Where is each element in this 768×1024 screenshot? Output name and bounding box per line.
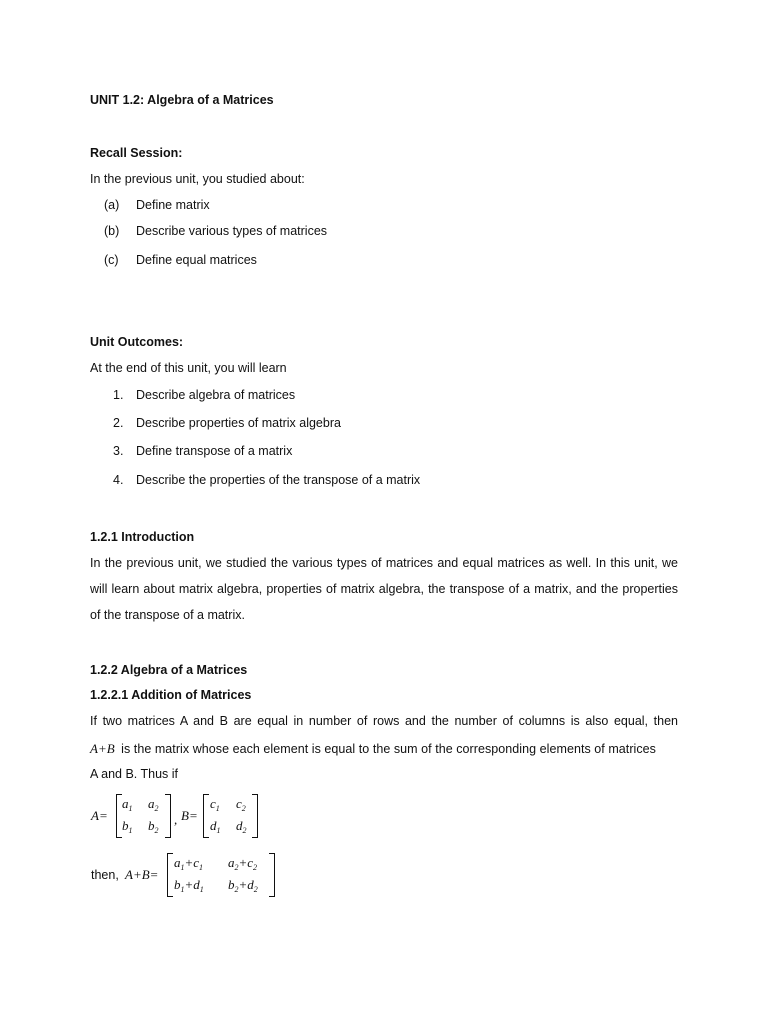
outcome-item-number: 1. [113,388,124,402]
recall-intro: In the previous unit, you studied about: [90,172,305,186]
sum-expression: A+B [90,741,115,756]
algebra-heading: 1.2.2 Algebra of a Matrices [90,663,248,677]
recall-heading: Recall Session: [90,146,183,160]
addition-paragraph-line: If two matrices A and B are equal in number of rows and the number of columns is also equal, then [90,714,678,728]
right-bracket [252,794,258,838]
matrix-cell: $a_2+c_2$ [228,855,258,872]
matrix-cell: $c_1$ [210,796,220,813]
matrix-cell: $b_1+d_1$ [174,877,204,894]
matrix-a-label: A= [91,808,108,823]
outcome-item-text: Describe algebra of matrices [136,388,296,402]
matrix-cell: $d_2$ [236,818,247,835]
recall-item-label: (a) [104,198,120,212]
introduction-heading: 1.2.1 Introduction [90,530,195,544]
addition-paragraph-text: is the matrix whose each element is equal to the sum of the corresponding elements of matrices [121,742,656,756]
outcome-item-text: Describe properties of matrix algebra [136,416,341,430]
addition-paragraph-line [90,741,678,757]
matrix-cell: $b_1$ [122,818,133,835]
matrix-b [203,794,258,838]
left-bracket [203,794,209,838]
outcomes-intro: At the end of this unit, you will learn [90,361,287,375]
matrix-cell: $a_1$ [122,796,133,813]
right-bracket [269,853,275,897]
outcome-item-text: Define transpose of a matrix [136,444,293,458]
then-label: then, [91,868,119,882]
recall-item-text: Describe various types of matrices [136,224,328,238]
matrix-cell: $a_1+c_1$ [174,855,204,872]
unit-title: UNIT 1.2: Algebra of a Matrices [90,93,274,107]
addition-heading: 1.2.2.1 Addition of Matrices [90,688,252,702]
matrix-b-label: B= [181,808,198,823]
recall-item-label: (c) [104,253,119,267]
matrix-cell: $b_2$ [148,818,159,835]
outcome-item-number: 3. [113,444,124,458]
outcomes-heading: Unit Outcomes: [90,335,184,349]
recall-item-text: Define matrix [136,198,210,212]
recall-item-label: (b) [104,224,120,238]
outcome-item-text: Describe the properties of the transpose of a matrix [136,473,421,487]
matrix-cell: $a_2$ [148,796,159,813]
matrix-cell: $b_2+d_2$ [228,877,258,894]
left-bracket [167,853,173,897]
recall-item-text: Define equal matrices [136,253,257,267]
addition-paragraph-line: A and B. Thus if [90,767,179,781]
outcome-item-number: 2. [113,416,124,430]
introduction-paragraph: In the previous unit, we studied the various types of matrices and equal matrices as well. In this unit, we will learn about matrix algebra, properties of matrix algebra, the transpose of a matrix, and the properties of the transpose of a matrix. [90,556,678,622]
sum-matrix [167,853,275,897]
equation-separator: , [174,812,178,827]
matrix-a [116,794,171,838]
sum-label: A+B= [125,867,159,882]
outcome-item-number: 4. [113,473,124,487]
matrix-cell: $c_2$ [236,796,246,813]
matrix-cell: $d_1$ [210,818,221,835]
right-bracket [165,794,171,838]
